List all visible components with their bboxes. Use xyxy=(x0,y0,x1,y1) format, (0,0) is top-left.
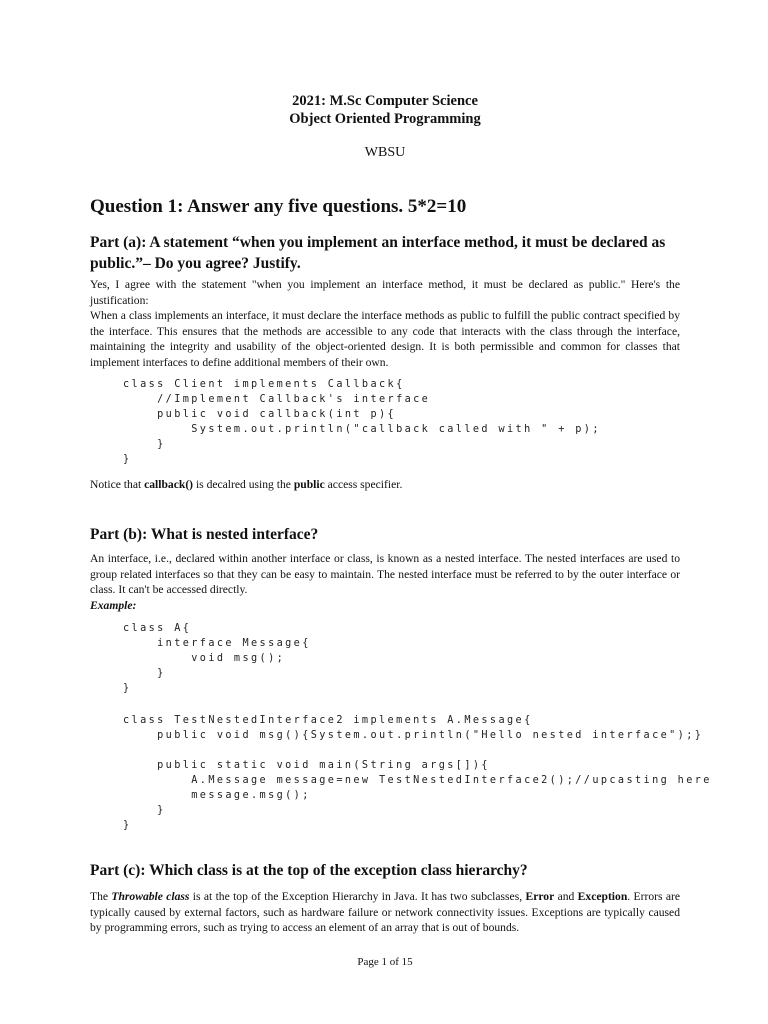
answer-text: . Errors are typically caused by external factors, such as hardware failure or network connectivity issues. Exceptions are typically caused by programming errors, such as trying to access an element of an array that is out of bounds. xyxy=(90,890,680,934)
document-title-line2: Object Oriented Programming xyxy=(289,111,481,127)
part-a-answer xyxy=(90,277,680,370)
code-line: } xyxy=(123,454,132,465)
part-a-para2: When a class implements an interface, it must declare the interface methods as public to fulfill the public contract specified by the interface. This ensures that the methods are accessible to any code that interacts with the class through the interface, maintaining the integrity and usability of the object-oriented design. It is both permissible and common for classes that implement interfaces to define additional members of their own. xyxy=(90,309,680,369)
document-page xyxy=(90,0,712,1024)
document-title-line1: 2021: M.Sc Computer Science xyxy=(292,93,478,109)
code-line: void msg(); xyxy=(123,653,286,664)
part-b-code-block-2 xyxy=(123,713,712,833)
part-b-code-block-1 xyxy=(123,621,311,696)
page-number: Page 1 of 15 xyxy=(357,956,413,968)
code-line: interface Message{ xyxy=(123,638,311,649)
note-text: is decalred using the xyxy=(193,478,294,491)
part-c-answer xyxy=(90,889,680,936)
university-name: WBSU xyxy=(364,145,406,160)
throwable-class-term: Throwable class xyxy=(111,890,190,903)
code-line: public void msg(){System.out.println("Hello nested interface");} xyxy=(123,730,704,741)
error-term: Error xyxy=(525,890,555,903)
code-line: } xyxy=(123,805,166,816)
exception-term: Exception xyxy=(577,890,628,903)
code-line: } xyxy=(123,820,132,831)
code-line: class TestNestedInterface2 implements A.Message{ xyxy=(123,715,533,726)
answer-text: and xyxy=(554,890,578,903)
code-line: } xyxy=(123,439,166,450)
part-b-answer xyxy=(90,551,680,613)
question-title: Question 1: Answer any five questions. 5*2=10 xyxy=(90,196,467,217)
part-b-title: Part (b): What is nested interface? xyxy=(90,526,319,543)
answer-text: The xyxy=(90,890,112,903)
part-c-title: Part (c): Which class is at the top of the exception class hierarchy? xyxy=(90,862,528,879)
part-a-title: Part (a): A statement “when you implement an interface method, it must be declared as public.”– Do you agree? Justify. xyxy=(90,234,666,272)
example-label: Example: xyxy=(90,598,137,612)
code-line: System.out.println("callback called with " + p); xyxy=(123,424,601,435)
part-a-para1: Yes, I agree with the statement "when you implement an interface method, it must be declared as public." Here's the justification: xyxy=(90,278,680,307)
note-method: callback() xyxy=(144,478,194,491)
code-line: A.Message message=new TestNestedInterface2();//upcasting here xyxy=(123,775,712,786)
code-line: class A{ xyxy=(123,623,192,634)
code-line: public void callback(int p){ xyxy=(123,409,397,420)
code-line: message.msg(); xyxy=(123,790,311,801)
note-text: access specifier. xyxy=(324,478,403,491)
code-line: public static void main(String args[]){ xyxy=(123,760,490,771)
note-text: Notice that xyxy=(90,478,145,491)
answer-text: is at the top of the Exception Hierarchy in Java. It has two subclasses, xyxy=(189,890,526,903)
note-keyword: public xyxy=(293,478,325,491)
part-b-para: An interface, i.e., declared within another interface or class, is known as a nested interface. The nested interfaces are used to group related interfaces so that they can be easy to maintain. The nested interface must be referred to by the outer interface or class. It can't be accessed directly. xyxy=(90,552,680,596)
code-line: } xyxy=(123,683,132,694)
part-a-code-block xyxy=(123,377,601,467)
code-line: } xyxy=(123,668,166,679)
code-line: //Implement Callback's interface xyxy=(123,394,431,405)
code-line: class Client implements Callback{ xyxy=(123,379,405,390)
part-a-note xyxy=(90,477,680,493)
